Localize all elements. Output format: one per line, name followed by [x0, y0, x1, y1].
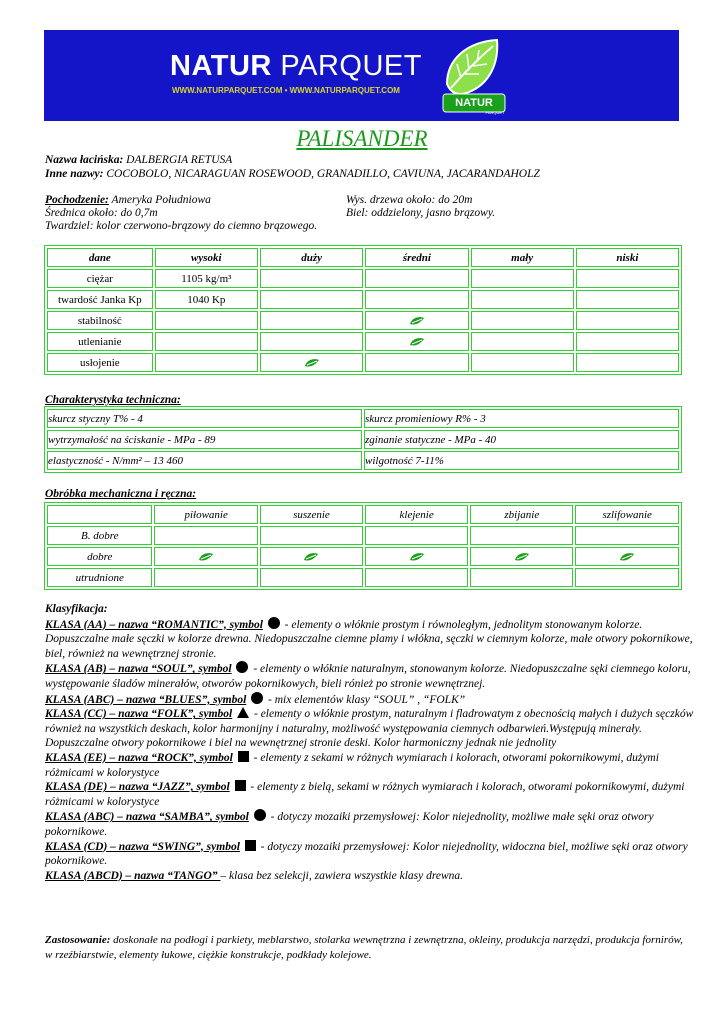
row-value: 1040 Kp [155, 290, 258, 309]
header-cell: duży [260, 248, 363, 267]
circle-symbol-icon [268, 617, 280, 629]
leaf-check-icon [619, 551, 635, 563]
row-label: stabilność [47, 311, 153, 330]
header-cell: wysoki [155, 248, 258, 267]
brand-urls: WWW.NATURPARQUET.COM • WWW.NATURPARQUET.COM [172, 86, 400, 95]
class-item-soul: KLASA (AB) – nazwa “SOUL”, symbol - elementy o włóknie naturalnym, stonowanym kolorze. Niedopuszczalne sęki ciemnego koloru, występowanie śladów minerałów, otworów pokornikowych, bieli rónież po stronie wewnętrznej. [45, 663, 691, 690]
circle-symbol-icon [251, 692, 263, 704]
class-item-romantic: KLASA (AA) – nazwa “ROMANTIC”, symbol - elementy o włóknie prostym i równoległym, jednolitym stonowanym kolorze. Dopuszczalne małe sęczki w kolorze drewna. Niedopuszczalne ciemne plamy i włókna, sęczki w ciemnym kolorze, małe otwory pokornikowe, biel, również na wewnętrznej stronie. [45, 618, 693, 660]
tech-section-title: Charakterystyka techniczna: [45, 394, 181, 406]
header-cell: klejenie [365, 505, 468, 524]
usage-text: doskonałe na podłogi i parkiety, meblarstwo, stolarka wewnętrzna i zewnętrzna, okleiny, produkcja narzędzi, produkcja fornirów, w rzeźbiarstwie, elementy łukowe, ciężkie konstrukcje, podkłady kolejowe. [45, 934, 683, 961]
leaf-check-icon [514, 551, 530, 563]
class-item-tango: KLASA (ABCD) – nazwa “TANGO” – klasa bez selekcji, zawiera wszystkie klasy drewna. [45, 869, 464, 882]
tech-cell: skurcz promieniowy R% - 3 [364, 409, 679, 428]
tech-cell: elastyczność - N/mm² – 13 460 [47, 451, 362, 470]
class-item-samba: KLASA (ABC) – nazwa “SAMBA”, symbol - dotyczy mozaiki przemysłowej: Kolor niejednolity, możliwe małe sęki oraz otwory pokornikowe. [45, 811, 654, 838]
header-cell: mały [471, 248, 574, 267]
table-row [47, 547, 679, 566]
sapwood: Biel: oddzielony, jasno brązowy. [346, 207, 496, 219]
table-row [47, 290, 679, 309]
row-label: usłojenie [47, 353, 153, 372]
leaf-check-icon [409, 336, 425, 348]
svg-text:PARQUET: PARQUET [485, 110, 505, 115]
latin-name: Nazwa łacińska: DALBERGIA RETUSA [45, 154, 233, 166]
tree-height: Wys. drzewa około: do 20m [346, 194, 473, 206]
header-cell: zbijanie [470, 505, 573, 524]
tech-table [44, 406, 682, 473]
header-cell: średni [365, 248, 468, 267]
header-cell: dane [47, 248, 153, 267]
diameter: Średnica około: do 0,7m [45, 207, 158, 219]
square-symbol-icon [235, 780, 246, 791]
header-cell: piłowanie [154, 505, 257, 524]
svg-text:NATUR: NATUR [455, 97, 493, 109]
square-symbol-icon [238, 751, 249, 762]
class-item-folk: KLASA (CC) – nazwa “FOLK”, symbol - elementy o włóknie prostym, naturalnym i fladrowatym z obecnością małych i dużych sęczków również na wszystkich deskach, kolor harmonijny i naturalny, możliwość występowania ciemnych odbarwień.Występują minerały. Dopuszczalne otwory pokornikowe i biel na wewnętrznej stronie deski. Kolor harmoniczny jednak nie jednolity [45, 708, 694, 750]
table-row [47, 269, 679, 288]
properties-header-row [47, 248, 679, 267]
classification-title: Klasyfikacja: [45, 603, 108, 615]
brand-name: NATUR PARQUET [170, 50, 422, 82]
row-label: dobre [47, 547, 152, 566]
header-cell: suszenie [260, 505, 363, 524]
header-cell: szlifowanie [575, 505, 679, 524]
circle-symbol-icon [254, 809, 266, 821]
leaf-check-icon [409, 551, 425, 563]
classification-block [45, 602, 695, 883]
other-names: Inne nazwy: COCOBOLO, NICARAGUAN ROSEWOOD, GRANADILLO, CAVIUNA, JACARANDAHOLZ [45, 168, 540, 180]
table-row [47, 311, 679, 330]
class-item-swing: KLASA (CD) – nazwa “SWING”, symbol - dotyczy mozaiki przemysłowej: Kolor niejednolity, widoczna biel, możliwe sęki oraz otwory pokornikowe. [45, 840, 688, 868]
row-value: 1105 kg/m³ [155, 269, 258, 288]
heartwood: Twardziel: kolor czerwono-brązowy do ciemno brązowego. [45, 220, 318, 232]
usage-label: Zastosowanie: [45, 934, 111, 946]
usage-block [45, 933, 690, 963]
properties-table [44, 245, 682, 375]
tech-cell: wilgotność 7-11% [364, 451, 679, 470]
row-label: ciężar [47, 269, 153, 288]
leaf-check-icon [198, 551, 214, 563]
header-cell: niski [576, 248, 679, 267]
row-label: B. dobre [47, 526, 152, 545]
tech-cell: zginanie statyczne - MPa - 40 [364, 430, 679, 449]
tech-cell: wytrzymałość na ściskanie - MPa - 89 [47, 430, 362, 449]
class-item-rock: KLASA (EE) – nazwa “ROCK”, symbol - elementy z sekami w różnych wymiarach i kolorach, otworami pokornikowymi, dużymi różmicami w kolorystyce [45, 751, 659, 779]
table-row [47, 332, 679, 351]
processing-header-row [47, 505, 679, 524]
leaf-check-icon [304, 357, 320, 369]
table-row [47, 409, 679, 428]
tech-cell: skurcz styczny T% - 4 [47, 409, 362, 428]
table-row [47, 526, 679, 545]
triangle-symbol-icon [237, 707, 249, 718]
page-title: PALISANDER [296, 126, 428, 151]
leaf-check-icon [409, 315, 425, 327]
leaf-logo-icon [439, 34, 509, 118]
table-row [47, 451, 679, 470]
header-banner [44, 30, 679, 121]
class-item-blues: KLASA (ABC) – nazwa “BLUES”, symbol - mix elementów klasy “SOUL” , “FOLK” [45, 693, 466, 706]
processing-section-title: Obróbka mechaniczna i ręczna: [45, 488, 197, 500]
table-row [47, 430, 679, 449]
circle-symbol-icon [236, 661, 248, 673]
table-row [47, 353, 679, 372]
class-item-jazz: KLASA (DE) – nazwa “JAZZ”, symbol - elementy z bielą, sekami w różnych wymiarach i kolorach, otworami pokornikowymi, dużymi różmicami w kolorystyce [45, 781, 685, 808]
row-label: twardość Janka Kp [47, 290, 153, 309]
leaf-check-icon [303, 551, 319, 563]
row-label: utrudnione [47, 568, 152, 587]
row-label: utlenianie [47, 332, 153, 351]
origin: Pochodzenie: Ameryka Południowa [45, 194, 211, 206]
processing-table [44, 502, 682, 590]
table-row [47, 568, 679, 587]
square-symbol-icon [245, 840, 256, 851]
header-cell [47, 505, 152, 524]
